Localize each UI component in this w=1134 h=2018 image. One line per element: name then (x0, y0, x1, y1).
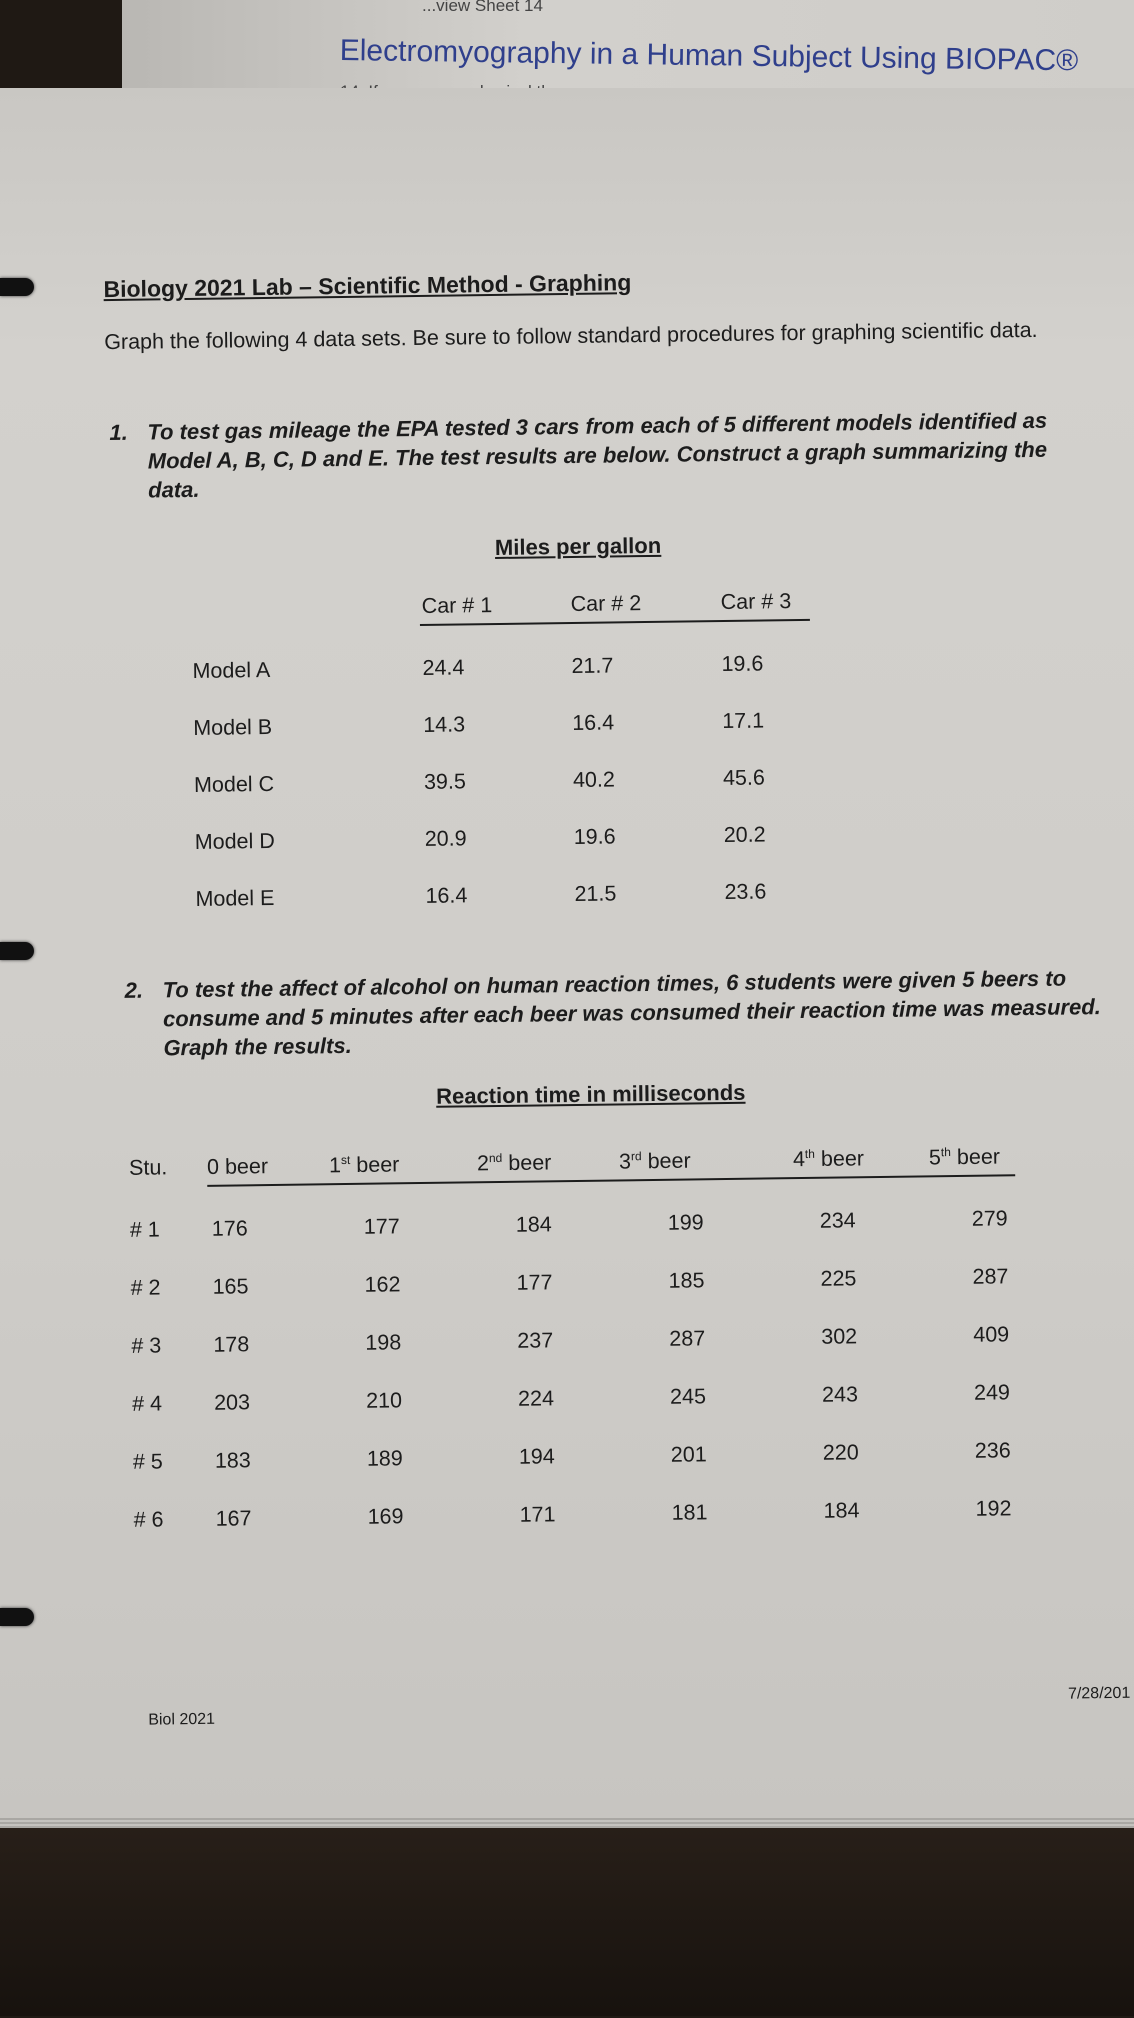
question-2-number: 2. (124, 977, 144, 1003)
mpg-header-rule (420, 619, 810, 626)
beer-col-header: 1st beer (328, 1152, 400, 1178)
reaction-cell: 198 (365, 1330, 402, 1355)
reaction-cell: 249 (973, 1380, 1011, 1405)
mpg-cell: 14.3 (423, 712, 466, 737)
reaction-cell: 302 (821, 1324, 858, 1349)
mpg-cell: 21.7 (571, 653, 614, 679)
mpg-cell: 16.4 (572, 710, 615, 735)
mpg-cell: 40.2 (572, 767, 616, 792)
reaction-cell: 225 (820, 1266, 857, 1291)
beer-col-header: 2nd beer (476, 1150, 552, 1176)
reaction-cell: 409 (973, 1322, 1010, 1347)
mpg-row-label: Model E (195, 885, 275, 911)
reaction-cell: 287 (972, 1264, 1009, 1289)
reaction-cell: 199 (667, 1210, 704, 1235)
lab-title: Biology 2021 Lab – Scientific Method - Graphing (103, 269, 632, 303)
mpg-cell: 23.6 (724, 879, 767, 905)
beer-col-header: 0 beer (206, 1154, 269, 1179)
mpg-col-header: Car # 1 (421, 593, 493, 618)
student-label: # 2 (130, 1275, 161, 1300)
footer-date: 7/28/201 (1067, 1684, 1131, 1703)
reaction-cell: 192 (975, 1496, 1012, 1521)
mpg-col-header: Car # 3 (720, 589, 792, 615)
reaction-cell: 194 (518, 1444, 555, 1469)
lab-intro: Graph the following 4 data sets. Be sure to follow standard procedures for graphing scientific data. (104, 317, 1038, 355)
student-label: # 4 (131, 1391, 163, 1416)
reaction-table-title: Reaction time in milliseconds (435, 1079, 746, 1109)
back-sheet-header: ...view Sheet 14 (422, 0, 543, 15)
reaction-cell: 237 (517, 1328, 554, 1353)
reaction-cell: 171 (519, 1502, 556, 1527)
mpg-row-label: Model B (193, 714, 273, 740)
question-2-text: To test the affect of alcohol on human reaction times, 6 students were given 5 beers to consume and 5 minutes after each beer was consumed their reaction time was measured. Graph the results. (162, 965, 1101, 1061)
question-1-text: To test gas mileage the EPA tested 3 cars from each of 5 different models identified as Model A, B, C, D and E. The test results are below. Construct a graph summarizing the data. (147, 407, 1048, 503)
mpg-cell: 17.1 (722, 708, 765, 734)
student-label: # 6 (133, 1507, 164, 1532)
reaction-cell: 234 (819, 1208, 856, 1233)
reaction-cell: 236 (974, 1438, 1011, 1463)
mpg-cell: 21.5 (574, 881, 617, 906)
reaction-cell: 184 (515, 1212, 552, 1237)
beer-col-header: 4th beer (792, 1146, 865, 1172)
reaction-cell: 189 (366, 1446, 403, 1471)
mpg-table-title: Miles per gallon (494, 532, 662, 560)
reaction-cell: 181 (671, 1500, 708, 1525)
mpg-cell: 39.5 (423, 769, 467, 794)
reaction-cell: 165 (212, 1274, 249, 1299)
student-col-header: Stu. (128, 1155, 168, 1180)
reaction-cell: 177 (363, 1214, 400, 1239)
mpg-cell: 20.9 (424, 826, 467, 851)
mpg-col-header: Car # 2 (570, 591, 642, 617)
reaction-cell: 243 (821, 1382, 859, 1407)
student-label: # 3 (131, 1333, 162, 1358)
mpg-cell: 19.6 (573, 824, 616, 849)
student-label: # 1 (129, 1217, 160, 1242)
reaction-cell: 185 (668, 1268, 705, 1293)
reaction-cell: 169 (367, 1504, 404, 1529)
question-1-number: 1. (109, 419, 128, 446)
mpg-row-label: Model A (192, 657, 271, 683)
reaction-cell: 167 (215, 1506, 252, 1531)
mpg-row-label: Model D (194, 828, 275, 854)
reaction-cell: 162 (364, 1272, 401, 1297)
reaction-cell: 184 (823, 1498, 860, 1523)
reaction-cell: 178 (213, 1332, 250, 1357)
reaction-cell: 287 (669, 1326, 706, 1351)
reaction-cell: 201 (670, 1442, 707, 1467)
reaction-cell: 210 (365, 1388, 403, 1413)
reaction-cell: 177 (516, 1270, 553, 1295)
mpg-cell: 24.4 (422, 655, 465, 680)
mpg-cell: 20.2 (723, 822, 766, 848)
back-sheet-title: Electromyography in a Human Subject Using BIOPAC® (339, 34, 1079, 78)
reaction-cell: 183 (214, 1448, 251, 1473)
reaction-cell: 220 (822, 1440, 859, 1465)
mpg-row-label: Model C (193, 771, 275, 797)
student-label: # 5 (132, 1449, 163, 1474)
beer-col-header: 3rd beer (618, 1148, 691, 1174)
mpg-cell: 45.6 (722, 765, 765, 791)
reaction-cell: 176 (211, 1216, 248, 1241)
mpg-cell: 19.6 (721, 651, 764, 677)
reaction-cell: 279 (971, 1206, 1008, 1231)
footer-course: Biol 2021 (148, 1710, 216, 1729)
beer-col-header: 5th beer (928, 1144, 1001, 1170)
reaction-cell: 224 (517, 1386, 555, 1411)
mpg-cell: 16.4 (425, 883, 468, 908)
reaction-cell: 203 (213, 1390, 251, 1415)
reaction-cell: 245 (669, 1384, 707, 1409)
